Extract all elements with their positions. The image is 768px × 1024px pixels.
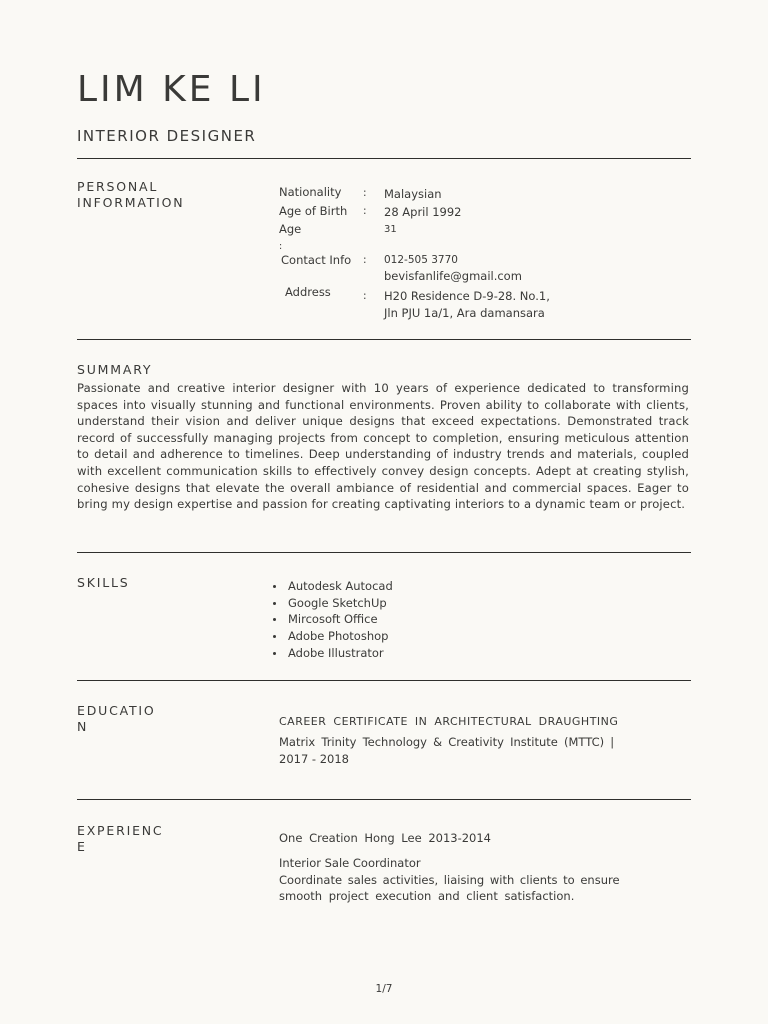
education-heading (77, 703, 156, 735)
personal-info-heading-line1: PERSONAL (77, 179, 159, 194)
experience-desc-line-2: smooth project execution and client satisfaction. (279, 889, 575, 903)
skills-heading: SKILLS (77, 575, 130, 590)
skill-item (272, 611, 393, 628)
age-colon: : (279, 241, 283, 252)
bullet-icon (273, 652, 276, 655)
dob-value: 28 April 1992 (384, 205, 462, 219)
address-line-2: Jln PJU 1a/1, Ara damansara (384, 306, 545, 320)
age-value: 31 (384, 224, 397, 235)
nationality-colon: : (363, 187, 367, 199)
divider (77, 552, 691, 553)
experience-heading-line1: EXPERIENC (77, 823, 164, 838)
skill-item (272, 628, 393, 645)
address-line-1: H20 Residence D-9-28. No.1, (384, 289, 550, 303)
education-heading-line1: EDUCATIO (77, 703, 156, 718)
phone-value: 012-505 3770 (384, 254, 458, 266)
skill-label: Mircosoft Office (288, 612, 378, 627)
personal-info-heading (77, 179, 184, 211)
company-name: One Creation Hong Lee 2013-2014 (279, 831, 492, 845)
divider (77, 680, 691, 681)
education-years: 2017 - 2018 (279, 752, 349, 766)
bullet-icon (273, 635, 276, 638)
bullet-icon (273, 618, 276, 621)
personal-info-heading-line2: INFORMATION (77, 195, 185, 210)
skill-item (272, 578, 393, 595)
dob-label: Age of Birth (279, 204, 348, 218)
contact-colon: : (363, 254, 367, 266)
skill-item (272, 645, 393, 662)
nationality-value: Malaysian (384, 187, 442, 201)
divider (77, 158, 691, 159)
position-title: Interior Sale Coordinator (279, 856, 421, 870)
age-label: Age (279, 222, 302, 236)
email-value: bevisfanlife@gmail.com (384, 269, 522, 283)
address-label: Address (285, 285, 331, 299)
skill-label: Adobe Illustrator (288, 645, 384, 660)
summary-text: Passionate and creative interior designer with 10 years of experience dedicated to transforming spaces into visually stunning and functional environments. Proven ability to collaborate with clients, understand their vision and deliver unique designs that exceed expectations. Demonstrated track record of successfully managing projects from concept to completion, ensuring meticulous attention to detail and adherence to timelines. Deep understanding of industry trends and materials, coupled with excellent communication skills to effectively convey design concepts. Adept at creating stylish, cohesive designs that elevate the overall ambiance of residential and commercial spaces. Eager to bring my design expertise and passion for creating captivating interiors to a dynamic team or project. (77, 381, 689, 512)
skill-label: Adobe Photoshop (288, 629, 389, 644)
bullet-icon (273, 585, 276, 588)
experience-heading (77, 823, 163, 855)
page-number: 1/7 (375, 983, 393, 995)
summary-heading: SUMMARY (77, 362, 153, 377)
nationality-label: Nationality (279, 185, 342, 199)
divider (77, 339, 691, 340)
divider (77, 799, 691, 800)
skill-label: Google SketchUp (288, 595, 387, 610)
address-colon: : (363, 290, 367, 302)
skill-item (272, 595, 393, 612)
dob-colon: : (363, 205, 367, 217)
skills-list (272, 578, 393, 662)
bullet-icon (273, 602, 276, 605)
contact-label: Contact Info (281, 253, 352, 267)
education-heading-line2: N (77, 719, 89, 734)
skill-label: Autodesk Autocad (288, 579, 393, 593)
certificate-title: CAREER CERTIFICATE IN ARCHITECTURAL DRAUGHTING (279, 715, 619, 728)
experience-desc-line-1: Coordinate sales activities, liaising with clients to ensure (279, 873, 620, 887)
institute-name: Matrix Trinity Technology & Creativity Institute (MTTC) | (279, 735, 615, 749)
job-title: INTERIOR DESIGNER (77, 127, 257, 145)
experience-heading-line2: E (77, 839, 87, 854)
resume-name: LIM KE LI (77, 69, 266, 110)
